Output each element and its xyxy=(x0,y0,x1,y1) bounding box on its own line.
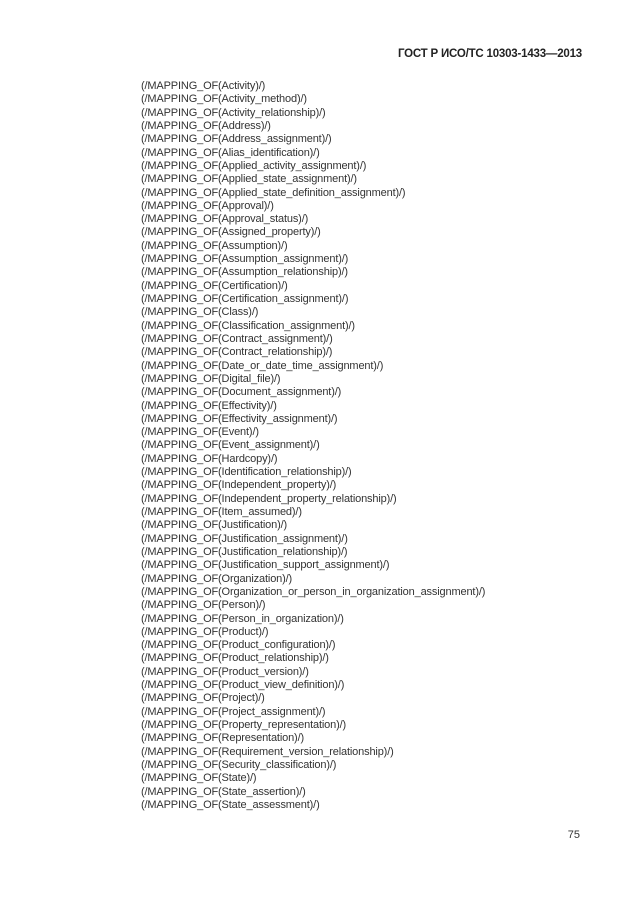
mapping-entry: (/MAPPING_OF(Hardcopy)/) xyxy=(141,452,278,465)
mapping-entry: (/MAPPING_OF(Requirement_version_relationship)/) xyxy=(141,745,394,758)
mapping-entry: (/MAPPING_OF(Project)/) xyxy=(141,692,265,705)
mapping-entry: (/MAPPING_OF(Justification_relationship)/) xyxy=(141,545,348,558)
page-number: 75 xyxy=(567,829,580,841)
mapping-entry: (/MAPPING_OF(Assumption_relationship)/) xyxy=(141,266,348,279)
mapping-entry: (/MAPPING_OF(Effectivity_assignment)/) xyxy=(141,412,338,425)
mapping-entry: (/MAPPING_OF(Approval)/) xyxy=(141,199,274,212)
mapping-entry: (/MAPPING_OF(State)/) xyxy=(141,772,257,785)
mapping-entry: (/MAPPING_OF(Organization)/) xyxy=(141,572,293,585)
mapping-entry: (/MAPPING_OF(Activity_method)/) xyxy=(141,93,307,106)
mapping-entry: (/MAPPING_OF(Assumption_assignment)/) xyxy=(141,253,349,266)
mapping-entry: (/MAPPING_OF(Person)/) xyxy=(141,599,266,612)
mapping-entry: (/MAPPING_OF(Item_assumed)/) xyxy=(141,506,302,518)
mapping-entry: (/MAPPING_OF(Product_view_definition)/) xyxy=(141,679,345,692)
mapping-entry: (/MAPPING_OF(Security_classification)/) xyxy=(141,758,337,771)
mapping-entry: (/MAPPING_OF(State_assertion)/) xyxy=(141,785,306,798)
mapping-entry: (/MAPPING_OF(Contract_assignment)/) xyxy=(141,332,333,345)
mapping-entry: (/MAPPING_OF(Justification)/) xyxy=(141,519,288,532)
mapping-entry: (/MAPPING_OF(Product_version)/) xyxy=(141,665,309,678)
mapping-entry: (/MAPPING_OF(State_assessment)/) xyxy=(141,798,320,811)
mapping-entry: (/MAPPING_OF(Applied_state_assignment)/) xyxy=(141,173,357,186)
mapping-entry: (/MAPPING_OF(Person_in_organization)/) xyxy=(141,612,344,625)
mapping-entry: (/MAPPING_OF(Representation)/) xyxy=(141,732,304,745)
mapping-entry: (/MAPPING_OF(Assigned_property)/) xyxy=(141,226,321,239)
mapping-entry: (/MAPPING_OF(Product)/) xyxy=(141,625,269,638)
mapping-entry: (/MAPPING_OF(Justification_assignment)/) xyxy=(141,532,348,545)
mapping-entry: (/MAPPING_OF(Digital_file)/) xyxy=(141,372,281,385)
mapping-entry: (/MAPPING_OF(Organization_or_person_in_organization_assignment)/) xyxy=(141,585,486,598)
mapping-entry: (/MAPPING_OF(Contract_relationship)/) xyxy=(141,346,333,359)
mapping-entry: (/MAPPING_OF(Certification)/) xyxy=(141,279,288,292)
mapping-entry: (/MAPPING_OF(Certification_assignment)/) xyxy=(141,293,349,305)
mapping-entry: (/MAPPING_OF(Address_assignment)/) xyxy=(141,133,332,146)
mapping-entry: (/MAPPING_OF(Applied_activity_assignment)/) xyxy=(141,159,367,172)
mapping-list xyxy=(141,80,485,812)
mapping-entry: (/MAPPING_OF(Activity)/) xyxy=(141,80,266,92)
mapping-entry: (/MAPPING_OF(Approval_status)/) xyxy=(141,213,309,226)
standard-header: ГОСТ Р ИСО/ТС 10303-1433—2013 xyxy=(397,48,582,60)
mapping-entry: (/MAPPING_OF(Assumption)/) xyxy=(141,239,288,252)
mapping-entry: (/MAPPING_OF(Date_or_date_time_assignment)/) xyxy=(141,359,384,372)
mapping-entry: (/MAPPING_OF(Classification_assignment)/) xyxy=(141,319,355,332)
mapping-entry: (/MAPPING_OF(Independent_property)/) xyxy=(141,479,337,492)
mapping-entry: (/MAPPING_OF(Event_assignment)/) xyxy=(141,439,320,452)
mapping-entry: (/MAPPING_OF(Alias_identification)/) xyxy=(141,146,320,159)
mapping-entry: (/MAPPING_OF(Event)/) xyxy=(141,426,259,439)
mapping-entry: (/MAPPING_OF(Product_relationship)/) xyxy=(141,652,329,665)
mapping-entry: (/MAPPING_OF(Justification_support_assignment)/) xyxy=(141,559,390,572)
mapping-entry: (/MAPPING_OF(Project_assignment)/) xyxy=(141,705,326,718)
mapping-entry: (/MAPPING_OF(Identification_relationship)/) xyxy=(141,466,352,479)
mapping-entry: (/MAPPING_OF(Effectivity)/) xyxy=(141,399,277,412)
mapping-entry: (/MAPPING_OF(Applied_state_definition_assignment)/) xyxy=(141,186,406,199)
mapping-entry: (/MAPPING_OF(Address)/) xyxy=(141,119,271,132)
mapping-entry: (/MAPPING_OF(Property_representation)/) xyxy=(141,719,347,731)
mapping-entry: (/MAPPING_OF(Independent_property_relationship)/) xyxy=(141,492,397,505)
mapping-entry: (/MAPPING_OF(Class)/) xyxy=(141,306,259,319)
mapping-entry: (/MAPPING_OF(Document_assignment)/) xyxy=(141,386,342,399)
mapping-entry: (/MAPPING_OF(Activity_relationship)/) xyxy=(141,106,326,119)
mapping-entry: (/MAPPING_OF(Product_configuration)/) xyxy=(141,639,336,652)
